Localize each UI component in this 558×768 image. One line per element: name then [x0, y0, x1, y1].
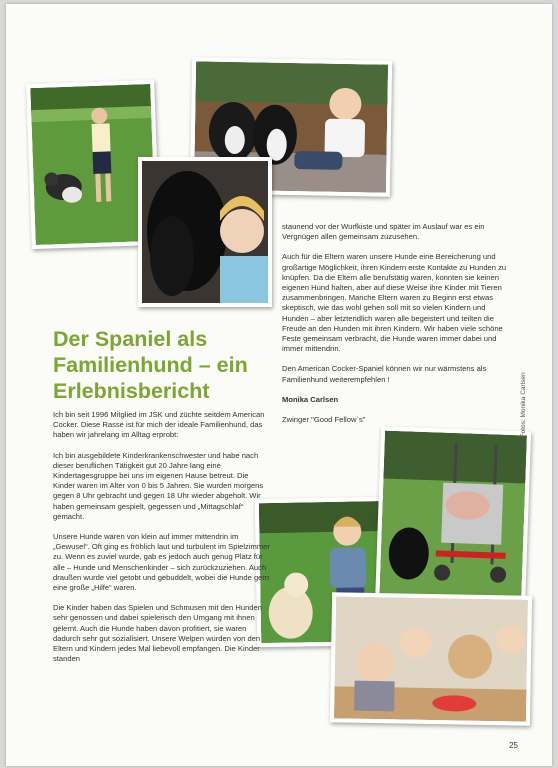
paragraph: Unsere Hunde waren von klein auf immer mittendrin im „Gewusel“. Oft ging es fröhlich laut und turbulent im Spielzimmer zu. Wenn es zuviel wurde, gab es jedoch auch genug Platz für alle – Hunde und Menschenkinder – sich zurückzuziehen. Auch draußen wurde viel getobt und gebuddelt, wobei die Hunde gern eine große „Hilfe“ waren.	[53, 532, 270, 593]
page-number: 25	[509, 741, 518, 750]
article-title: Der Spaniel als Familienhund – ein Erlebnisbericht	[53, 327, 248, 403]
right-column	[282, 222, 512, 435]
magazine-page	[6, 4, 552, 766]
paragraph: Auch für die Eltern waren unsere Hunde eine Bereicherung und großartige Möglichkeit, ihren Kindern erste Kontakte zu Hunden zu knüpfen. Da die Eltern alle berufstätig waren, konnten sie keinen eigenen Hund halten, aber auf diese Weise ihre Kinder mit Tieren zusammenbringen. Manche Eltern waren zu Beginn erst etwas skeptisch, wie das wohl gehen soll mit so vielen Kindern und Hunden – aber letztendlich waren alle begeistert und teilten die Freude an den Hunden mit ihren Kindern. Wir haben viele schöne Feste gemeinsam verbracht, die Hunde waren immer dabei und immer mittendrin.	[282, 252, 507, 354]
paragraph: Die Kinder haben das Spielen und Schmusen mit den Hunden sehr genossen und dabei spielerisch den Umgang mit ihnen gelernt. Auch die Hunde haben davon profitiert, sie waren dadurch sehr gut sozialisiert. Unsere Welpen wurden von den Eltern und Kindern jedes Mal liebevoll empfangen. Die Kinder standen	[53, 603, 262, 664]
photo-black-cocker-with-girl	[138, 157, 272, 307]
paragraph: Ich bin ausgebildete Kinderkrankenschwester und habe nach dieser beruflichen Tätigkeit gut 20 Jahre lang eine Kindertagesgruppe bei uns im eigenen Hause betreut. Die Kinder waren im Alter von 0 bis 5 Jahren. Sie wurden morgens gegen 8 Uhr gebracht und gegen 18 Uhr wieder abgeholt. Wir haben gemeinsam gespielt, gegessen und „Mittagschlaf“ gemacht.	[53, 450, 264, 521]
signature-name: Monika Carlsen	[282, 394, 339, 404]
paragraph: Den American Cocker-Spaniel können wir nur wärmstens als Familienhund weiterempfehlen !	[282, 364, 487, 384]
paragraph: staunend vor der Wurfkiste und später im Auslauf war es ein Vergnügen allen gemeinsam zuzusehen.	[282, 222, 485, 242]
photo-stroller-with-dog	[375, 426, 531, 611]
photo-children-with-cocker-at-table	[330, 592, 532, 725]
paragraph: Ich bin seit 1996 Mitglied im JSK und züchte seitdem American Cocker. Diese Rasse ist für mich der ideale Familienhund, das haben wir jahrelang im Alltag erprobt:	[53, 410, 265, 440]
left-column	[53, 410, 270, 664]
signature-kennel: Zwinger "Good Fellow`s"	[282, 415, 366, 425]
photo-credit: © Fotos: Monika Carlsen	[520, 372, 527, 444]
